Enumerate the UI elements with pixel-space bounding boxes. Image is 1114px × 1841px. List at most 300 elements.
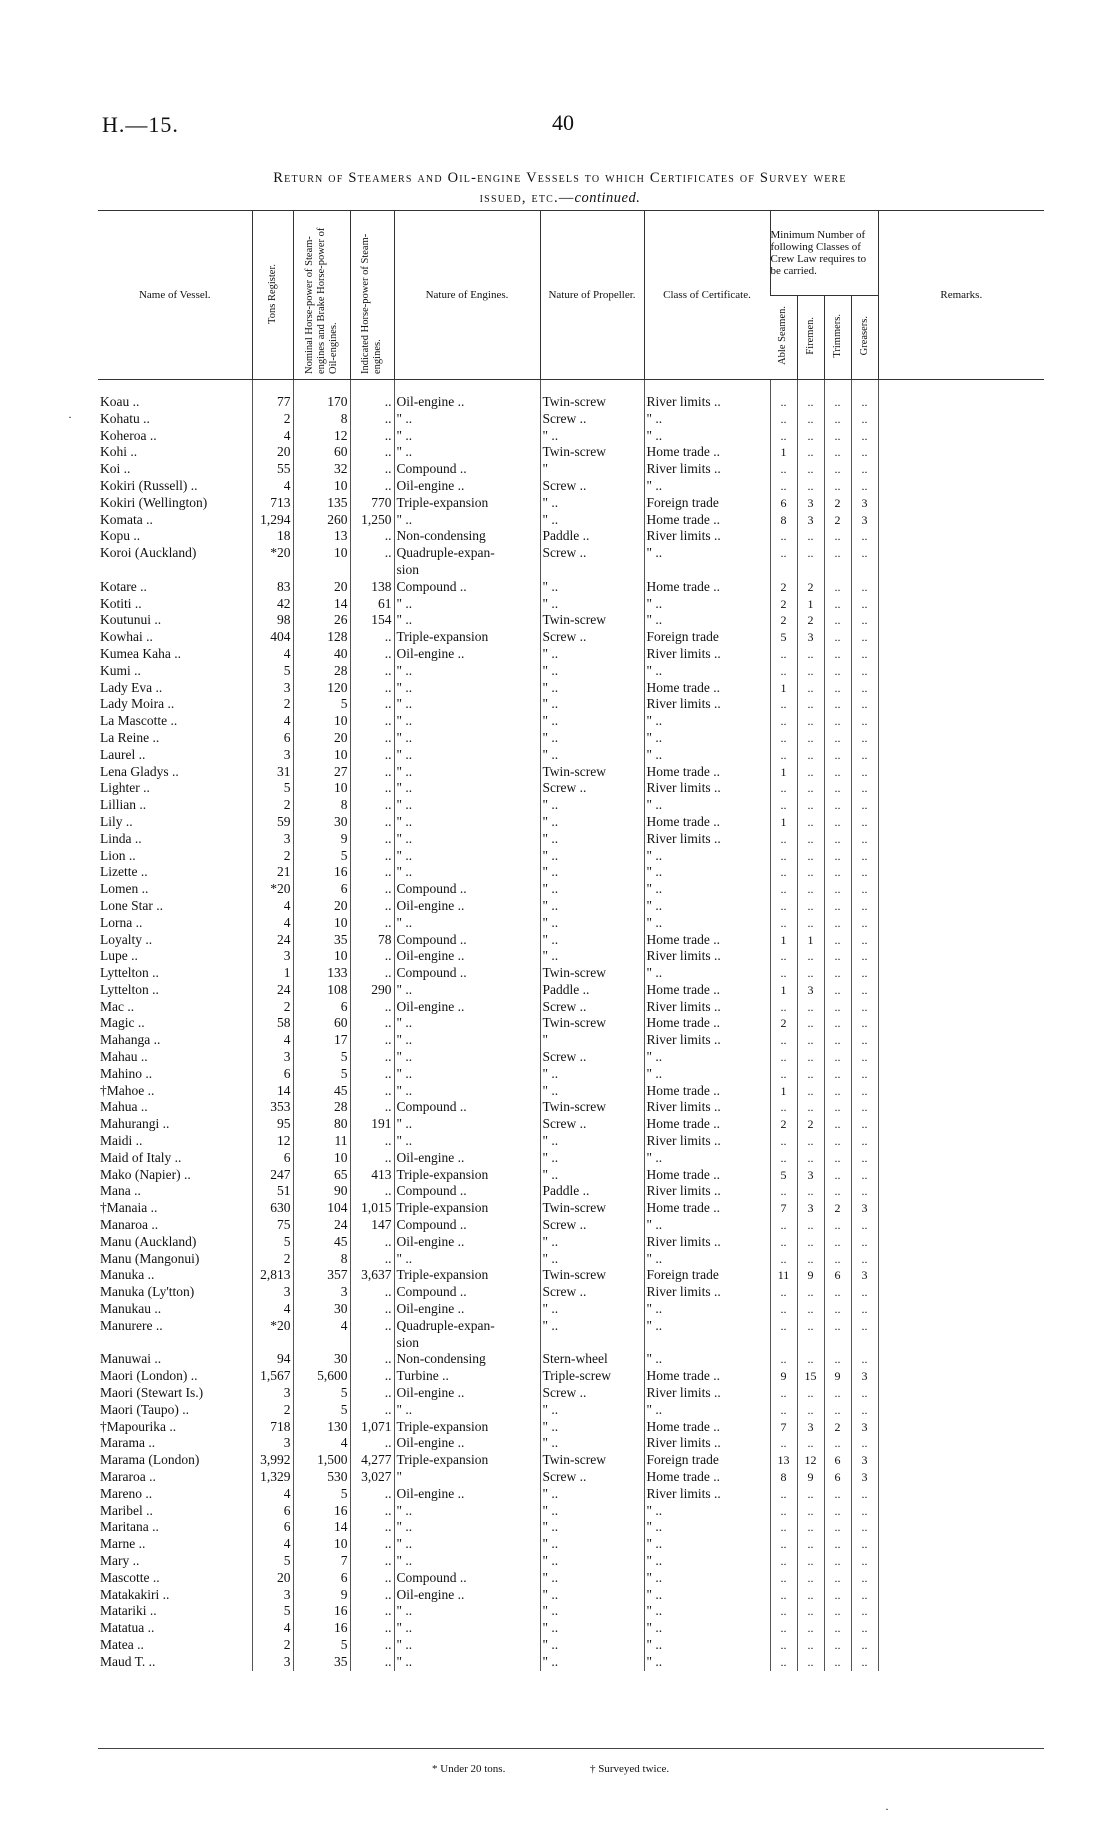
vessel-name: Koroi (Auckland) — [100, 545, 197, 561]
remarks — [878, 1301, 1044, 1318]
nominal-hp: 24 — [293, 1217, 350, 1234]
trimmers — [824, 1335, 851, 1352]
tons-register: 2 — [252, 1637, 293, 1654]
remarks — [878, 780, 1044, 797]
remarks — [878, 495, 1044, 512]
certificate-class: " .. — [644, 747, 770, 764]
engine-nature: " .. — [394, 1536, 540, 1553]
tons-register: 6 — [252, 730, 293, 747]
table-row — [98, 428, 1044, 445]
trimmers: .. — [824, 528, 851, 545]
indicated-hp: .. — [350, 1099, 394, 1116]
greasers: 3 — [851, 512, 878, 529]
trimmers: .. — [824, 1284, 851, 1301]
trimmers: .. — [824, 596, 851, 613]
able-seamen: .. — [770, 696, 797, 713]
indicated-hp: .. — [350, 915, 394, 932]
propeller-nature: " .. — [540, 1150, 644, 1167]
propeller-nature: " .. — [540, 646, 644, 663]
able-seamen: 5 — [770, 629, 797, 646]
table-row — [98, 411, 1044, 428]
vessel-rows — [98, 380, 1044, 1671]
able-seamen: .. — [770, 1133, 797, 1150]
trimmers: .. — [824, 1637, 851, 1654]
indicated-hp: .. — [350, 428, 394, 445]
greasers: .. — [851, 646, 878, 663]
vessel-name: Manuka .. — [100, 1267, 155, 1283]
nominal-hp: 60 — [293, 1015, 350, 1032]
firemen: .. — [797, 1066, 824, 1083]
trimmers: .. — [824, 1603, 851, 1620]
propeller-nature: " .. — [540, 1536, 644, 1553]
table-row — [98, 1402, 1044, 1419]
indicated-hp: 1,250 — [350, 512, 394, 529]
propeller-nature: " .. — [540, 915, 644, 932]
able-seamen: .. — [770, 848, 797, 865]
indicated-hp: .. — [350, 1083, 394, 1100]
propeller-nature: " .. — [540, 696, 644, 713]
trimmers: .. — [824, 713, 851, 730]
able-seamen: .. — [770, 1150, 797, 1167]
indicated-hp: .. — [350, 1066, 394, 1083]
indicated-hp: .. — [350, 948, 394, 965]
table-row — [98, 1603, 1044, 1620]
remarks — [878, 1351, 1044, 1368]
table-row — [98, 1267, 1044, 1284]
indicated-hp: 78 — [350, 932, 394, 949]
vessel-returns-table — [98, 210, 1044, 1671]
greasers: .. — [851, 579, 878, 596]
tons-register: 42 — [252, 596, 293, 613]
indicated-hp: .. — [350, 646, 394, 663]
greasers: .. — [851, 680, 878, 697]
engine-nature: sion — [394, 1335, 540, 1352]
vessel-name: Matakakiri .. — [100, 1586, 170, 1602]
engine-nature: " .. — [394, 797, 540, 814]
trimmers: 2 — [824, 512, 851, 529]
firemen: .. — [797, 1435, 824, 1452]
trimmers: .. — [824, 612, 851, 629]
certificate-class: River limits .. — [644, 1032, 770, 1049]
firemen: .. — [797, 881, 824, 898]
footer-rule — [98, 1748, 1044, 1749]
engine-nature: " .. — [394, 512, 540, 529]
vessel-name: Mahino .. — [100, 1065, 153, 1081]
certificate-class: Foreign trade — [644, 1452, 770, 1469]
nominal-hp: 16 — [293, 1620, 350, 1637]
nominal-hp: 10 — [293, 915, 350, 932]
remarks — [878, 562, 1044, 579]
firemen: .. — [797, 1637, 824, 1654]
firemen: 3 — [797, 629, 824, 646]
footnote-under-20-tons: * Under 20 tons. — [432, 1763, 506, 1775]
indicated-hp: .. — [350, 1536, 394, 1553]
nominal-hp: 13 — [293, 528, 350, 545]
remarks — [878, 982, 1044, 999]
trimmers: .. — [824, 881, 851, 898]
table-row — [98, 1066, 1044, 1083]
table-row — [98, 1503, 1044, 1520]
firemen: .. — [797, 1301, 824, 1318]
table-row — [98, 1301, 1044, 1318]
certificate-class: " .. — [644, 1620, 770, 1637]
title-line-1: Return of Steamers and Oil-engine Vessels to which Certificates of Survey were — [273, 170, 847, 186]
engine-nature: " .. — [394, 1503, 540, 1520]
certificate-class — [644, 562, 770, 579]
firemen: 1 — [797, 932, 824, 949]
engine-nature: " .. — [394, 864, 540, 881]
tons-register: 24 — [252, 932, 293, 949]
tons-register: 3 — [252, 831, 293, 848]
propeller-nature: " .. — [540, 1402, 644, 1419]
propeller-nature: " .. — [540, 1301, 644, 1318]
remarks — [878, 764, 1044, 781]
tons-register: 2 — [252, 1402, 293, 1419]
nominal-hp: 20 — [293, 579, 350, 596]
trimmers: .. — [824, 780, 851, 797]
vessel-name: Marama .. — [100, 1435, 156, 1451]
indicated-hp: .. — [350, 1637, 394, 1654]
table-row — [98, 394, 1044, 411]
engine-nature: " .. — [394, 428, 540, 445]
certificate-class: River limits .. — [644, 1183, 770, 1200]
able-seamen: .. — [770, 898, 797, 915]
trimmers: .. — [824, 646, 851, 663]
vessel-name: Kohatu .. — [100, 410, 150, 426]
nominal-hp: 26 — [293, 612, 350, 629]
trimmers: 2 — [824, 1200, 851, 1217]
table-row — [98, 948, 1044, 965]
certificate-class: " .. — [644, 1301, 770, 1318]
vessel-name: Matatua .. — [100, 1620, 155, 1636]
table-row — [98, 596, 1044, 613]
remarks — [878, 831, 1044, 848]
engine-nature: " .. — [394, 1637, 540, 1654]
vessel-name: Maritana .. — [100, 1519, 159, 1535]
greasers: .. — [851, 1536, 878, 1553]
vessel-name: Kotare .. — [100, 578, 147, 594]
table-row — [98, 797, 1044, 814]
remarks — [878, 1284, 1044, 1301]
tons-register: 718 — [252, 1419, 293, 1436]
remarks — [878, 1587, 1044, 1604]
engine-nature: " .. — [394, 680, 540, 697]
certificate-class: " .. — [644, 1049, 770, 1066]
firemen: .. — [797, 696, 824, 713]
certificate-class: Home trade .. — [644, 1200, 770, 1217]
indicated-hp: .. — [350, 696, 394, 713]
propeller-nature: Paddle .. — [540, 1183, 644, 1200]
table-row — [98, 1167, 1044, 1184]
engine-nature: " .. — [394, 1083, 540, 1100]
tons-register: 3,992 — [252, 1452, 293, 1469]
greasers: .. — [851, 1099, 878, 1116]
table-row — [98, 1486, 1044, 1503]
trimmers: .. — [824, 764, 851, 781]
remarks — [878, 898, 1044, 915]
able-seamen: 7 — [770, 1200, 797, 1217]
engine-nature: Compound .. — [394, 461, 540, 478]
tons-register: 3 — [252, 1049, 293, 1066]
table-row — [98, 1234, 1044, 1251]
table-row — [98, 1083, 1044, 1100]
trimmers: .. — [824, 1116, 851, 1133]
remarks — [878, 1536, 1044, 1553]
propeller-nature: Screw .. — [540, 629, 644, 646]
nominal-hp: 108 — [293, 982, 350, 999]
indicated-hp: .. — [350, 848, 394, 865]
greasers: .. — [851, 982, 878, 999]
indicated-hp: .. — [350, 411, 394, 428]
indicated-hp: .. — [350, 713, 394, 730]
able-seamen: .. — [770, 1654, 797, 1671]
table-row — [98, 444, 1044, 461]
firemen: 15 — [797, 1368, 824, 1385]
trimmers: .. — [824, 915, 851, 932]
vessel-name: Mahua .. — [100, 1099, 148, 1115]
col-header-trimmers: Trimmers. — [824, 295, 851, 380]
nominal-hp: 10 — [293, 780, 350, 797]
trimmers: .. — [824, 411, 851, 428]
able-seamen: .. — [770, 663, 797, 680]
indicated-hp: 61 — [350, 596, 394, 613]
propeller-nature: " .. — [540, 1587, 644, 1604]
able-seamen: .. — [770, 747, 797, 764]
propeller-nature: Stern-wheel — [540, 1351, 644, 1368]
greasers: 3 — [851, 1419, 878, 1436]
nominal-hp: 130 — [293, 1419, 350, 1436]
vessel-name: Kumea Kaha .. — [100, 645, 181, 661]
vessel-name: Kopu .. — [100, 528, 141, 544]
vessel-name: Matea .. — [100, 1636, 144, 1652]
engine-nature: Compound .. — [394, 1570, 540, 1587]
nominal-hp: 6 — [293, 881, 350, 898]
tons-register: 20 — [252, 1570, 293, 1587]
tons-register: 20 — [252, 444, 293, 461]
vessel-name: Koutunui .. — [100, 612, 162, 628]
tons-register: 59 — [252, 814, 293, 831]
nominal-hp: 6 — [293, 1570, 350, 1587]
propeller-nature: " .. — [540, 1553, 644, 1570]
certificate-class: " .. — [644, 1587, 770, 1604]
table-row — [98, 512, 1044, 529]
indicated-hp: 290 — [350, 982, 394, 999]
vessel-name: Lion .. — [100, 847, 136, 863]
firemen: 1 — [797, 596, 824, 613]
propeller-nature: " — [540, 1032, 644, 1049]
table-row — [98, 1116, 1044, 1133]
engine-nature: " .. — [394, 780, 540, 797]
firemen: .. — [797, 747, 824, 764]
nominal-hp: 11 — [293, 1133, 350, 1150]
table-row — [98, 864, 1044, 881]
tons-register: *20 — [252, 545, 293, 562]
remarks — [878, 1318, 1044, 1335]
table-row — [98, 646, 1044, 663]
engine-nature: Oil-engine .. — [394, 1150, 540, 1167]
vessel-name: Kowhai .. — [100, 629, 153, 645]
able-seamen: .. — [770, 1183, 797, 1200]
able-seamen: .. — [770, 646, 797, 663]
indicated-hp: .. — [350, 680, 394, 697]
able-seamen: .. — [770, 545, 797, 562]
propeller-nature: " .. — [540, 1167, 644, 1184]
greasers: 3 — [851, 1469, 878, 1486]
greasers: .. — [851, 696, 878, 713]
table-row — [98, 747, 1044, 764]
greasers: .. — [851, 764, 878, 781]
firemen: .. — [797, 1284, 824, 1301]
firemen: .. — [797, 1385, 824, 1402]
able-seamen: .. — [770, 1503, 797, 1520]
certificate-class: " .. — [644, 730, 770, 747]
firemen: .. — [797, 848, 824, 865]
tons-register: 2 — [252, 797, 293, 814]
propeller-nature: " .. — [540, 663, 644, 680]
vessel-name: Matariki .. — [100, 1603, 157, 1619]
table-row — [98, 814, 1044, 831]
engine-nature: Oil-engine .. — [394, 898, 540, 915]
propeller-nature: Twin-screw — [540, 1099, 644, 1116]
propeller-nature: Triple-screw — [540, 1368, 644, 1385]
tons-register: 4 — [252, 713, 293, 730]
engine-nature: " .. — [394, 444, 540, 461]
vessel-name: Manu (Auckland) — [100, 1233, 197, 1249]
engine-nature: " .. — [394, 1032, 540, 1049]
engine-nature: Oil-engine .. — [394, 948, 540, 965]
table-row — [98, 1133, 1044, 1150]
propeller-nature: " .. — [540, 948, 644, 965]
vessel-name: †Mapourika .. — [100, 1418, 177, 1434]
greasers: .. — [851, 528, 878, 545]
greasers: .. — [851, 1603, 878, 1620]
remarks — [878, 881, 1044, 898]
engine-nature: Triple-expansion — [394, 1452, 540, 1469]
trimmers: .. — [824, 1620, 851, 1637]
tons-register: 6 — [252, 1519, 293, 1536]
nominal-hp: 170 — [293, 394, 350, 411]
engine-nature: Oil-engine .. — [394, 999, 540, 1016]
indicated-hp: .. — [350, 444, 394, 461]
firemen: .. — [797, 428, 824, 445]
certificate-class: " .. — [644, 1637, 770, 1654]
remarks — [878, 663, 1044, 680]
propeller-nature: Twin-screw — [540, 1267, 644, 1284]
nominal-hp: 90 — [293, 1183, 350, 1200]
propeller-nature: " .. — [540, 579, 644, 596]
remarks — [878, 1654, 1044, 1671]
remarks — [878, 1519, 1044, 1536]
greasers: .. — [851, 1133, 878, 1150]
vessel-name: Lizette .. — [100, 864, 148, 880]
tons-register: 21 — [252, 864, 293, 881]
nominal-hp: 7 — [293, 1553, 350, 1570]
tons-register: *20 — [252, 881, 293, 898]
indicated-hp: .. — [350, 1284, 394, 1301]
certificate-class: " .. — [644, 411, 770, 428]
nominal-hp: 260 — [293, 512, 350, 529]
trimmers: .. — [824, 747, 851, 764]
table-row — [98, 1570, 1044, 1587]
tons-register: 2 — [252, 1251, 293, 1268]
nominal-hp: 3 — [293, 1284, 350, 1301]
trimmers: .. — [824, 478, 851, 495]
title-line-2: issued, etc.—continued. — [479, 190, 641, 206]
firemen: .. — [797, 1015, 824, 1032]
col-header-tons: Tons Register. — [252, 211, 293, 380]
table-row — [98, 1637, 1044, 1654]
vessel-name: Mary .. — [100, 1552, 140, 1568]
firemen: .. — [797, 1570, 824, 1587]
tons-register: 2,813 — [252, 1267, 293, 1284]
vessel-name: La Mascotte .. — [100, 713, 178, 729]
trimmers: .. — [824, 999, 851, 1016]
able-seamen: 6 — [770, 495, 797, 512]
certificate-class: River limits .. — [644, 999, 770, 1016]
indicated-hp: .. — [350, 881, 394, 898]
table-row — [98, 848, 1044, 865]
vessel-name: Kohi .. — [100, 444, 138, 460]
remarks — [878, 1217, 1044, 1234]
tons-register: 6 — [252, 1150, 293, 1167]
firemen: .. — [797, 948, 824, 965]
engine-nature: Turbine .. — [394, 1368, 540, 1385]
table-row — [98, 663, 1044, 680]
firemen: .. — [797, 1536, 824, 1553]
engine-nature: " .. — [394, 982, 540, 999]
table-row — [98, 612, 1044, 629]
nominal-hp: 5 — [293, 1066, 350, 1083]
greasers: .. — [851, 1116, 878, 1133]
tons-register: 247 — [252, 1167, 293, 1184]
title-continued: continued. — [574, 190, 641, 206]
tons-register: 3 — [252, 680, 293, 697]
engine-nature: " .. — [394, 1654, 540, 1671]
certificate-class: " .. — [644, 1217, 770, 1234]
greasers: .. — [851, 1351, 878, 1368]
remarks — [878, 680, 1044, 697]
table-row — [98, 495, 1044, 512]
remarks — [878, 478, 1044, 495]
nominal-hp: 30 — [293, 1301, 350, 1318]
remarks — [878, 1419, 1044, 1436]
indicated-hp: .. — [350, 1032, 394, 1049]
trimmers: .. — [824, 1049, 851, 1066]
trimmers: .. — [824, 848, 851, 865]
vessel-name: Maori (London) .. — [100, 1368, 198, 1384]
indicated-hp — [350, 562, 394, 579]
able-seamen: .. — [770, 1553, 797, 1570]
nominal-hp: 12 — [293, 428, 350, 445]
tons-register: 4 — [252, 1620, 293, 1637]
propeller-nature: " .. — [540, 881, 644, 898]
propeller-nature — [540, 562, 644, 579]
propeller-nature: Twin-screw — [540, 1200, 644, 1217]
trimmers: .. — [824, 864, 851, 881]
propeller-nature: " .. — [540, 428, 644, 445]
col-header-remarks: Remarks. — [878, 211, 1044, 380]
trimmers: .. — [824, 1234, 851, 1251]
able-seamen: 1 — [770, 444, 797, 461]
table-row — [98, 1368, 1044, 1385]
col-header-nominal-hp: Nominal Horse-power of Steam-engines and Brake Horse-power of Oil-engines. — [293, 211, 350, 380]
vessel-name: Lena Gladys .. — [100, 763, 179, 779]
tons-register: 14 — [252, 1083, 293, 1100]
nominal-hp: 10 — [293, 545, 350, 562]
trimmers: .. — [824, 1587, 851, 1604]
remarks — [878, 646, 1044, 663]
indicated-hp: .. — [350, 797, 394, 814]
